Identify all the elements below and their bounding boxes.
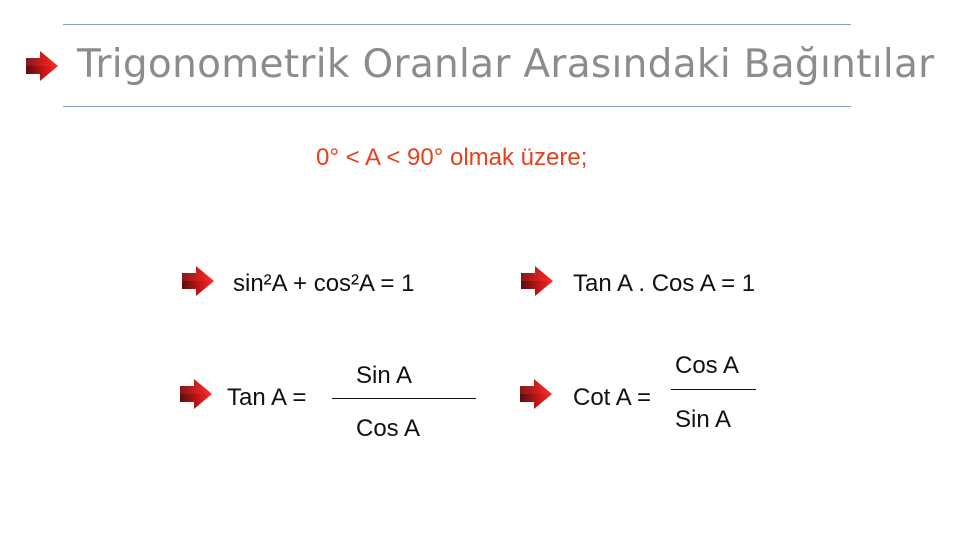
title-top-divider bbox=[63, 24, 851, 25]
title-bullet-arrow-icon bbox=[24, 48, 60, 84]
tan-numerator: Sin A bbox=[356, 362, 413, 389]
tan-fraction-bar bbox=[332, 398, 476, 399]
pythagorean-identity: sin²A + cos²A = 1 bbox=[233, 270, 415, 297]
formula-bullet-arrow-icon bbox=[519, 263, 555, 299]
cot-denominator: Sin A bbox=[675, 406, 732, 433]
formula-bullet-arrow-icon bbox=[518, 376, 554, 412]
title-bottom-divider bbox=[63, 106, 851, 107]
slide-title: Trigonometrik Oranlar Arasındaki Bağıntılar bbox=[77, 42, 935, 87]
tan-denominator: Cos A bbox=[356, 415, 421, 442]
formula-bullet-arrow-icon bbox=[178, 376, 214, 412]
condition-text: 0° < A < 90° olmak üzere; bbox=[316, 144, 588, 171]
cot-definition-lhs: Cot A = bbox=[573, 384, 652, 411]
cot-fraction-bar bbox=[671, 389, 756, 390]
cot-numerator: Cos A bbox=[675, 352, 740, 379]
tan-cos-identity: Tan A . Cos A = 1 bbox=[573, 270, 756, 297]
tan-definition-lhs: Tan A = bbox=[227, 384, 307, 411]
formula-bullet-arrow-icon bbox=[180, 263, 216, 299]
